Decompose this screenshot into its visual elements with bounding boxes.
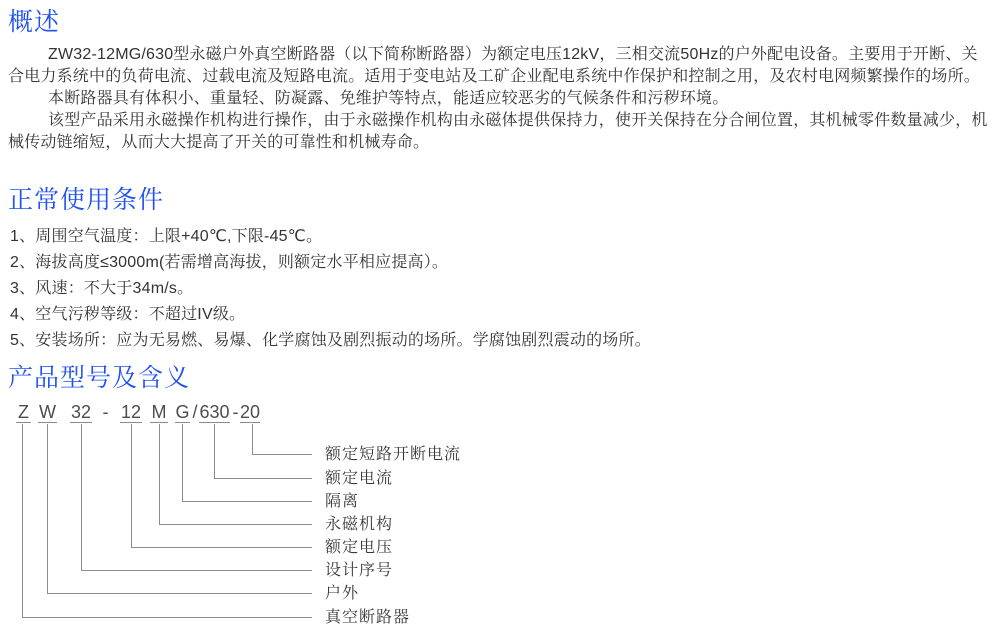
model-label: 永磁机构 xyxy=(325,516,394,533)
model-label: 真空断路器 xyxy=(325,609,411,626)
model-label: 额定电压 xyxy=(325,539,394,556)
connector-vertical-line xyxy=(81,424,82,570)
condition-item: 3、风速：不大于34m/s。 xyxy=(10,280,194,297)
connector-vertical-line xyxy=(131,424,132,547)
condition-item: 2、海拔高度≤3000m(若需增高海拔，则额定水平相应提高）。 xyxy=(10,254,449,271)
model-code-token: W xyxy=(39,402,56,422)
connector-horizontal-line xyxy=(159,524,312,525)
connector-horizontal-line xyxy=(47,593,312,594)
overview-paragraph: 该型产品采用永磁操作机构进行操作，由于永磁操作机构由永磁体提供保持力，使开关保持在分合闸位置，其机械零件数量减少，机械传动链缩短，从而大大提高了开关的可靠性和机械寿命。 xyxy=(8,112,988,151)
overview-paragraph: ZW32-12MG/630型永磁户外真空断路器（以下简称断路器）为额定电压12kV，三相交流50Hz的户外配电设备。主要用于开断、关合电力系统中的负荷电流、过载电流及短路电流。适用于变电站及工矿企业配电系统中作保护和控制之用，及农村电网频繁操作的场所。 xyxy=(8,46,981,85)
model-label: 隔离 xyxy=(325,493,360,510)
model-code-diagram xyxy=(0,400,1000,642)
overview-paragraph: 本断路器具有体积小、重量轻、防凝露、免维护等特点，能适应较恶劣的气候条件和污秽环境。 xyxy=(48,90,729,107)
model-code-token: 12 xyxy=(120,402,142,422)
section-title-overview: 概述 xyxy=(8,8,61,36)
model-label: 额定电流 xyxy=(325,470,394,487)
model-code-token: M xyxy=(151,402,167,422)
connector-vertical-line xyxy=(47,424,48,593)
connector-horizontal-line xyxy=(81,570,312,571)
model-code-token: G xyxy=(175,402,190,422)
section-title-model-meaning: 产品型号及含义 xyxy=(8,364,191,392)
condition-item: 4、空气污秽等级：不超过IV级。 xyxy=(10,306,246,323)
conditions-list xyxy=(10,224,995,354)
model-code-token: 630 xyxy=(199,402,230,422)
connector-vertical-line xyxy=(182,424,183,501)
model-code-token: / xyxy=(192,402,198,422)
connector-vertical-line xyxy=(22,424,23,617)
model-label: 户外 xyxy=(325,585,360,602)
connector-vertical-line xyxy=(159,424,160,524)
model-code-token: 32 xyxy=(70,402,92,422)
model-code-token: - xyxy=(102,402,109,422)
model-code-token: - xyxy=(232,402,239,422)
overview-paragraphs xyxy=(8,44,993,154)
model-code-token: Z xyxy=(18,402,29,422)
condition-item: 5、安装场所：应为无易燃、易爆、化学腐蚀及剧烈振动的场所。学腐蚀剧烈震动的场所。 xyxy=(10,332,651,349)
connector-vertical-line xyxy=(214,424,215,478)
model-label: 额定短路开断电流 xyxy=(325,446,462,463)
connector-horizontal-line xyxy=(131,547,312,548)
model-label: 设计序号 xyxy=(325,562,394,579)
connector-horizontal-line xyxy=(22,617,312,618)
condition-item: 1、周围空气温度：上限+40℃,下限-45℃。 xyxy=(10,228,323,245)
model-code-token: 20 xyxy=(240,402,261,422)
connector-horizontal-line xyxy=(214,478,312,479)
connector-vertical-line xyxy=(252,424,253,454)
connector-horizontal-line xyxy=(252,454,312,455)
connector-horizontal-line xyxy=(182,501,312,502)
section-title-conditions: 正常使用条件 xyxy=(8,186,165,214)
